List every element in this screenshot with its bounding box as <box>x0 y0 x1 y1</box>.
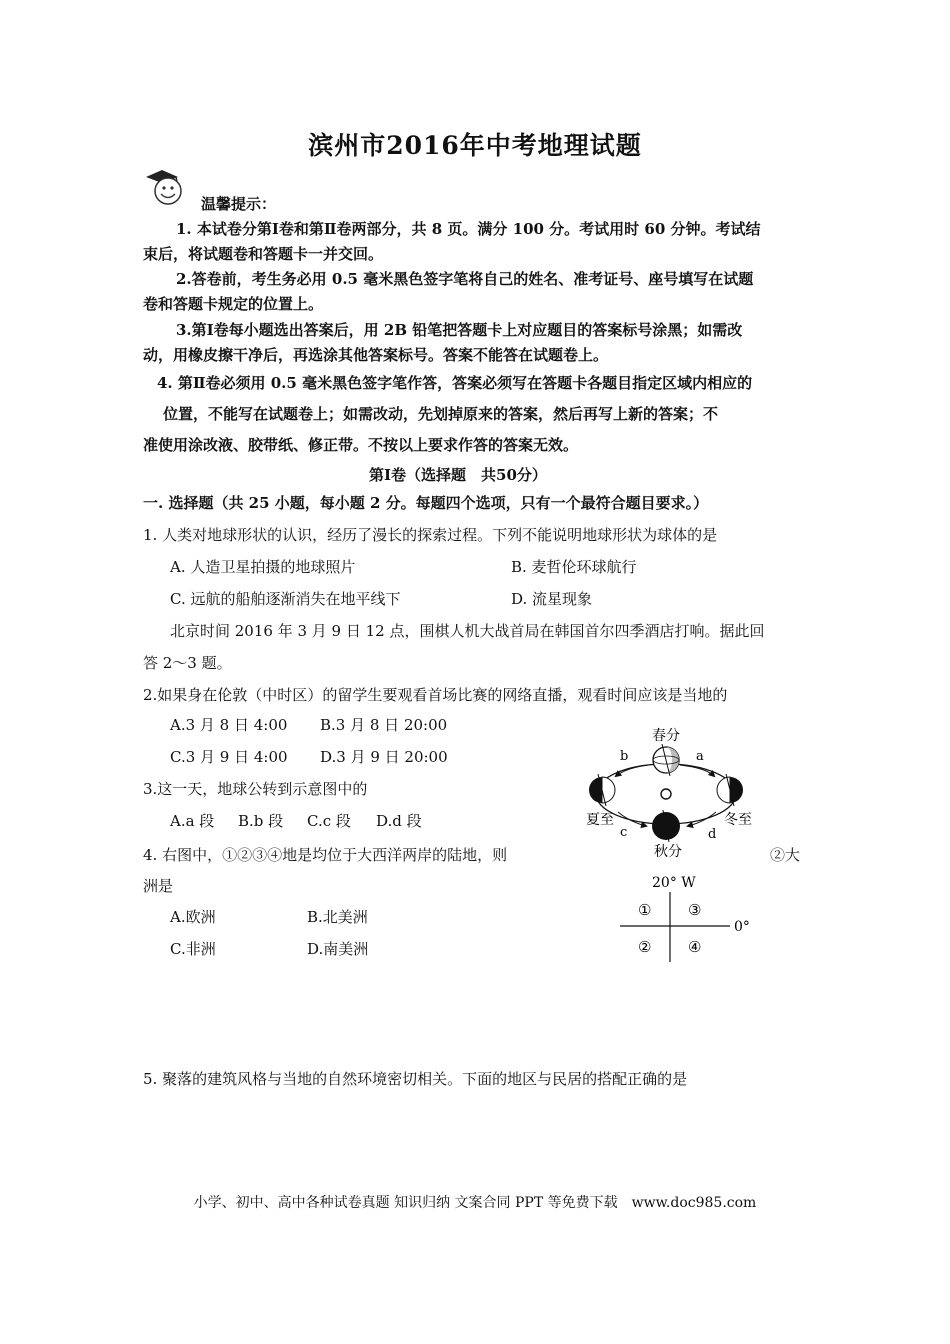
tip-4-line-2: 位置，不能写在试题卷上；如需改动，先划掉原来的答案，然后再写上新的答案；不 <box>163 405 719 423</box>
tip-2-line-1: 2.答卷前，考生务必用 0.5 毫米黑色签字笔将自己的姓名、准考证号、座号填写在试题 <box>176 270 754 288</box>
q4-option-c: C.非洲 <box>170 940 216 958</box>
q1-option-c: C. 远航的船舶逐渐消失在地平线下 <box>170 590 401 608</box>
label-d: d <box>708 827 717 842</box>
section-title: 第Ⅰ卷（选择题 共50分） <box>369 466 547 484</box>
earth-orbit-diagram <box>578 722 768 864</box>
tips-heading: 温馨提示： <box>201 195 277 213</box>
label-spring: 春分 <box>652 728 680 744</box>
part-heading: 一. 选择题（共 25 小题，每小题 2 分。每题四个选项，只有一个最符合题目要求。） <box>143 494 709 512</box>
q2-option-b: B.3 月 8 日 20:00 <box>320 716 448 734</box>
q4-option-b: B.北美洲 <box>307 908 368 926</box>
q4-stem: 4. 右图中，①②③④地是均位于大西洋两岸的陆地，则 <box>143 846 508 864</box>
smiley-graduate-icon <box>140 165 190 209</box>
earth-autumn-icon <box>652 810 680 842</box>
q3-option-b: B.b 段 <box>238 812 284 830</box>
context-line-2: 答 2～3 题。 <box>143 654 232 672</box>
context-line-1: 北京时间 2016 年 3 月 9 日 12 点，围棋人机大战首局在韩国首尔四季酒店打响。据此回 <box>170 622 765 640</box>
grid-q4: ④ <box>688 938 702 956</box>
label-summer: 夏至 <box>586 812 614 828</box>
meridian-label: 20° W <box>652 875 696 891</box>
q3-option-a: A.a 段 <box>170 812 215 830</box>
atlantic-grid-diagram <box>610 870 760 966</box>
sun-icon <box>661 789 671 799</box>
grid-q2: ② <box>638 938 652 956</box>
q4-option-d: D.南美洲 <box>307 940 369 958</box>
q4-option-a: A.欧洲 <box>170 908 216 926</box>
q2-option-c: C.3 月 9 日 4:00 <box>170 748 288 766</box>
q2-option-a: A.3 月 8 日 4:00 <box>170 716 288 734</box>
q2-stem: 2.如果身在伦敦（中时区）的留学生要观看首场比赛的网络直播，观看时间应该是当地的 <box>143 686 728 704</box>
tip-3-line-2: 动，用橡皮擦干净后，再选涂其他答案标号。答案不能答在试题卷上。 <box>143 346 609 364</box>
earth-spring-icon <box>653 744 679 776</box>
label-c: c <box>620 825 628 840</box>
label-autumn: 秋分 <box>654 844 682 860</box>
equator-label: 0° <box>734 919 750 935</box>
q1-option-a: A. 人造卫星拍摄的地球照片 <box>170 558 356 576</box>
q3-option-d: D.d 段 <box>376 812 422 830</box>
label-winter: 冬至 <box>724 812 752 828</box>
grid-q3: ③ <box>688 901 702 919</box>
q2-option-d: D.3 月 9 日 20:00 <box>320 748 448 766</box>
tip-2-line-2: 卷和答题卡规定的位置上。 <box>143 295 324 313</box>
q5-stem: 5. 聚落的建筑风格与当地的自然环境密切相关。下面的地区与民居的搭配正确的是 <box>143 1070 688 1088</box>
q3-option-c: C.c 段 <box>307 812 351 830</box>
tip-4-line-1: 4. 第Ⅱ卷必须用 0.5 毫米黑色签字笔作答，答案必须写在答题卡各题目指定区域内相应的 <box>157 374 753 392</box>
page-title: 滨州市2016年中考地理试题 <box>308 131 642 160</box>
tip-4-line-3: 准使用涂改液、胶带纸、修正带。不按以上要求作答的答案无效。 <box>143 436 579 454</box>
grid-q1: ① <box>638 901 652 919</box>
earth-winter-icon <box>717 774 743 806</box>
label-b: b <box>620 749 629 764</box>
earth-summer-icon <box>589 774 615 806</box>
tip-1-line-2: 束后，将试题卷和答题卡一并交回。 <box>143 245 384 263</box>
tip-3-line-1: 3.第Ⅰ卷每小题选出答案后，用 2B 铅笔把答题卡上对应题目的答案标号涂黑；如需改 <box>176 321 743 339</box>
label-a: a <box>696 749 704 764</box>
tip-1-line-1: 1. 本试卷分第Ⅰ卷和第Ⅱ卷两部分，共 8 页。满分 100 分。考试用时 60 分钟。考试结 <box>176 220 761 238</box>
q4-stem-right: ②大 <box>770 846 801 864</box>
q1-option-d: D. 流星现象 <box>511 590 593 608</box>
q1-stem: 1. 人类对地球形状的认识，经历了漫长的探索过程。下列不能说明地球形状为球体的是 <box>143 526 718 544</box>
q3-stem: 3.这一天，地球公转到示意图中的 <box>143 780 368 798</box>
q1-option-b: B. 麦哲伦环球航行 <box>511 558 637 576</box>
page-footer: 小学、初中、高中各种试卷真题 知识归纳 文案合同 PPT 等免费下载 www.doc985.com <box>193 1195 757 1211</box>
q4-stem-cont: 洲是 <box>143 877 174 895</box>
